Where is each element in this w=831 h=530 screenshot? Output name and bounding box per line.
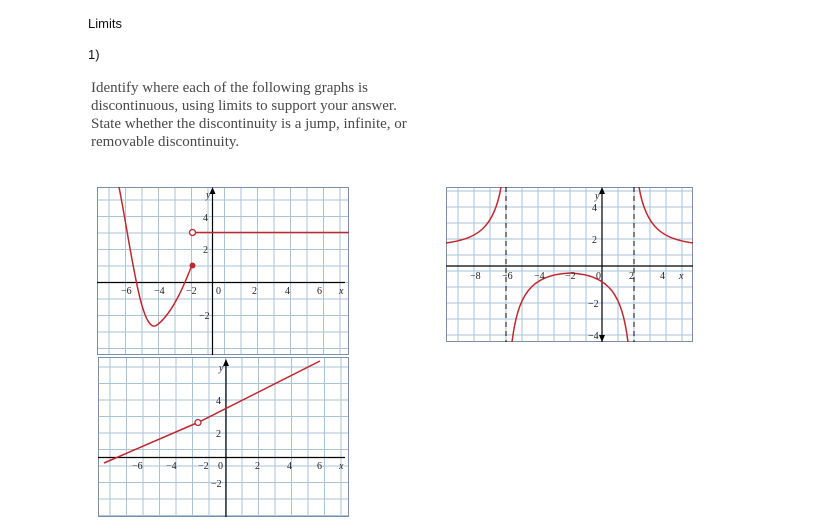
graph-3-xtick-1: −6 (132, 461, 143, 472)
graph-1-xlabel: x (339, 286, 344, 297)
graph-1-open-point (190, 230, 196, 236)
graph-2 (446, 187, 693, 342)
graph-1-xtick-4: 0 (216, 286, 221, 297)
graph-1-xtick-7: 6 (317, 286, 322, 297)
page-heading: Limits (88, 16, 122, 31)
graph-2-xtick-2: −6 (502, 271, 513, 282)
graph-3-xtick-4: 0 (218, 461, 223, 472)
graph-3-ylabel: y (219, 363, 224, 374)
graph-3 (98, 357, 349, 517)
graph-1-labels (121, 190, 344, 322)
graph-1-closed-point (190, 263, 196, 269)
graph-2-xtick-4: −2 (565, 271, 576, 282)
graph-2-xtick-6: 2 (629, 271, 634, 282)
graph-2-ytick-4: −4 (588, 331, 599, 342)
graph-3-xtick-6: 4 (287, 461, 292, 472)
graph-3-frame (99, 358, 349, 517)
graph-3-ytick-3: −2 (211, 479, 222, 490)
graph-1-ylabel: y (206, 190, 211, 201)
graph-3-xtick-5: 2 (255, 461, 260, 472)
graph-3-xtick-2: −4 (166, 461, 177, 472)
graph-3-ytick-1: 4 (216, 396, 221, 407)
graph-2-xtick-3: −4 (534, 271, 545, 282)
graph-1-xtick-6: 4 (285, 286, 290, 297)
graph-1-xtick-1: −6 (121, 286, 132, 297)
graph-3-xtick-3: −2 (198, 461, 209, 472)
graph-1-xtick-3: −2 (186, 286, 197, 297)
graph-3-xlabel: x (339, 461, 344, 472)
graph-2-xlabel: x (679, 271, 684, 282)
graph-2-grid (446, 187, 693, 342)
graph-3-xtick-7: 6 (317, 461, 322, 472)
graph-1-ytick-1: 4 (203, 213, 208, 224)
graph-2-xtick-5: 0 (596, 271, 601, 282)
graph-3-ytick-2: 2 (216, 429, 221, 440)
question-instructions: Identify where each of the following graphs is discontinuous, using limits to support your answer. State whether the discontinuity is a jump, infinite, or removable discontinuity. (91, 80, 407, 150)
graph-1-curve-left (119, 187, 192, 326)
question-number: 1) (88, 47, 100, 62)
graph-1-xtick-5: 2 (252, 286, 257, 297)
graph-2-xtick-1: −8 (470, 271, 481, 282)
graph-1-frame (98, 188, 349, 355)
graph-3-labels (132, 363, 344, 490)
graph-2-xtick-7: 4 (660, 271, 665, 282)
graph-1 (97, 187, 349, 355)
graph-2-ytick-3: −2 (588, 299, 599, 310)
graph-3-grid (98, 357, 349, 517)
graph-2-ytick-2: 2 (592, 235, 597, 246)
graph-2-ytick-1: 4 (592, 203, 597, 214)
graph-1-xtick-2: −4 (154, 286, 165, 297)
graph-2-ylabel: y (595, 191, 600, 202)
graph-3-open-point (195, 420, 201, 426)
graph-1-ytick-3: −2 (199, 311, 210, 322)
graph-1-ytick-2: 2 (203, 245, 208, 256)
